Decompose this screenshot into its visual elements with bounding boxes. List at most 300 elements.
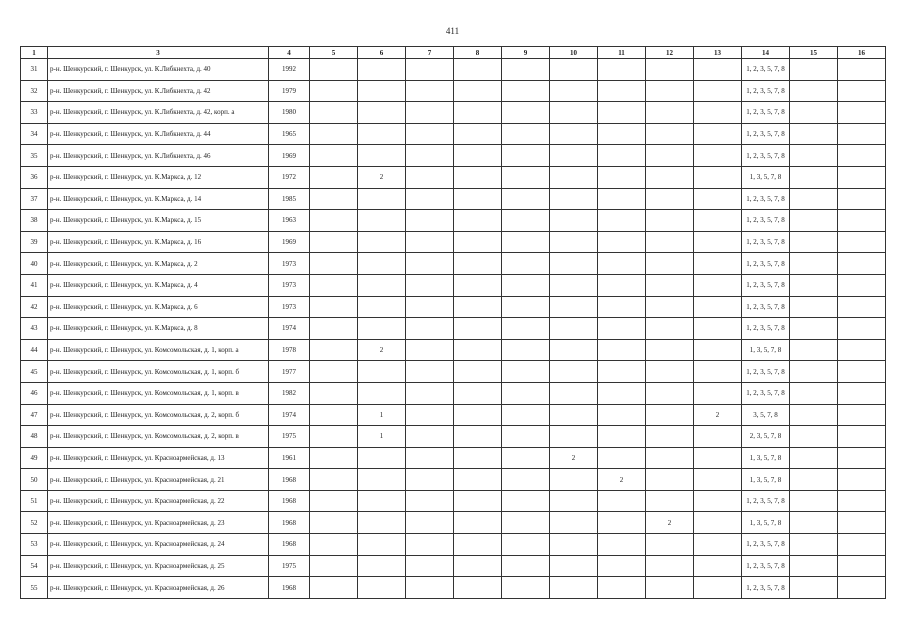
col9-cell <box>502 447 550 469</box>
col14-cell: 1, 3, 5, 7, 8 <box>742 469 790 491</box>
col8-cell <box>454 145 502 167</box>
col6-cell <box>358 469 406 491</box>
col9-cell <box>502 426 550 448</box>
col11-cell <box>598 274 646 296</box>
col16-cell <box>838 555 886 577</box>
col8-cell <box>454 210 502 232</box>
col16-cell <box>838 382 886 404</box>
col7-cell <box>406 210 454 232</box>
year-cell: 1972 <box>269 166 310 188</box>
col6-cell <box>358 59 406 81</box>
col11-cell <box>598 296 646 318</box>
col5-cell <box>310 577 358 599</box>
col14-cell: 1, 2, 3, 5, 7, 8 <box>742 577 790 599</box>
col11-cell <box>598 577 646 599</box>
col6-cell <box>358 361 406 383</box>
column-header: 5 <box>310 47 358 59</box>
col10-cell: 2 <box>550 447 598 469</box>
col13-cell <box>694 253 742 275</box>
column-header: 9 <box>502 47 550 59</box>
col10-cell <box>550 426 598 448</box>
table-row <box>21 253 886 275</box>
col14-cell: 2, 3, 5, 7, 8 <box>742 426 790 448</box>
address-cell: р-н. Шенкурский, г. Шенкурск, ул. Красноармейская, д. 26 <box>48 577 269 599</box>
col15-cell <box>790 534 838 556</box>
col15-cell <box>790 339 838 361</box>
year-cell: 1978 <box>269 339 310 361</box>
col7-cell <box>406 426 454 448</box>
table-row <box>21 102 886 124</box>
col16-cell <box>838 296 886 318</box>
col16-cell <box>838 490 886 512</box>
col15-cell <box>790 382 838 404</box>
address-cell: р-н. Шенкурский, г. Шенкурск, ул. К.Маркса, д. 12 <box>48 166 269 188</box>
col6-cell <box>358 253 406 275</box>
col15-cell <box>790 577 838 599</box>
col11-cell <box>598 102 646 124</box>
col16-cell <box>838 253 886 275</box>
address-cell: р-н. Шенкурский, г. Шенкурск, ул. Красноармейская, д. 13 <box>48 447 269 469</box>
col15-cell <box>790 145 838 167</box>
col13-cell <box>694 512 742 534</box>
column-header: 10 <box>550 47 598 59</box>
col7-cell <box>406 188 454 210</box>
year-cell: 1973 <box>269 296 310 318</box>
col12-cell <box>646 361 694 383</box>
col7-cell <box>406 59 454 81</box>
year-cell: 1968 <box>269 469 310 491</box>
year-cell: 1973 <box>269 253 310 275</box>
table-row <box>21 447 886 469</box>
col6-cell <box>358 80 406 102</box>
row-number-cell: 35 <box>21 145 48 167</box>
col13-cell <box>694 296 742 318</box>
row-number-cell: 49 <box>21 447 48 469</box>
col8-cell <box>454 59 502 81</box>
col12-cell <box>646 339 694 361</box>
column-header: 1 <box>21 47 48 59</box>
year-cell: 1975 <box>269 555 310 577</box>
col5-cell <box>310 145 358 167</box>
col11-cell <box>598 123 646 145</box>
col7-cell <box>406 339 454 361</box>
col14-cell: 1, 2, 3, 5, 7, 8 <box>742 274 790 296</box>
row-number-cell: 46 <box>21 382 48 404</box>
col15-cell <box>790 404 838 426</box>
row-number-cell: 44 <box>21 339 48 361</box>
col14-cell: 1, 2, 3, 5, 7, 8 <box>742 145 790 167</box>
table-row <box>21 361 886 383</box>
table-row <box>21 469 886 491</box>
col9-cell <box>502 534 550 556</box>
column-header: 11 <box>598 47 646 59</box>
col5-cell <box>310 426 358 448</box>
col15-cell <box>790 231 838 253</box>
col14-cell: 1, 2, 3, 5, 7, 8 <box>742 123 790 145</box>
table-row <box>21 318 886 340</box>
col8-cell <box>454 447 502 469</box>
row-number-cell: 32 <box>21 80 48 102</box>
col10-cell <box>550 166 598 188</box>
col12-cell <box>646 210 694 232</box>
column-header: 8 <box>454 47 502 59</box>
col8-cell <box>454 469 502 491</box>
col8-cell <box>454 534 502 556</box>
col16-cell <box>838 426 886 448</box>
column-header: 7 <box>406 47 454 59</box>
col7-cell <box>406 469 454 491</box>
col8-cell <box>454 123 502 145</box>
col12-cell <box>646 404 694 426</box>
year-cell: 1974 <box>269 318 310 340</box>
col13-cell <box>694 80 742 102</box>
year-cell: 1979 <box>269 80 310 102</box>
col10-cell <box>550 274 598 296</box>
housing-register-table <box>20 46 886 599</box>
col13-cell <box>694 123 742 145</box>
table-row <box>21 188 886 210</box>
col6-cell: 1 <box>358 426 406 448</box>
col12-cell <box>646 447 694 469</box>
col15-cell <box>790 512 838 534</box>
col7-cell <box>406 490 454 512</box>
col11-cell <box>598 490 646 512</box>
year-cell: 1968 <box>269 512 310 534</box>
column-header: 16 <box>838 47 886 59</box>
table-row <box>21 274 886 296</box>
col8-cell <box>454 512 502 534</box>
table-row <box>21 80 886 102</box>
row-number-cell: 43 <box>21 318 48 340</box>
year-cell: 1974 <box>269 404 310 426</box>
address-cell: р-н. Шенкурский, г. Шенкурск, ул. Комсомольская, д. 2, корп. в <box>48 426 269 448</box>
col6-cell: 2 <box>358 339 406 361</box>
col15-cell <box>790 102 838 124</box>
col11-cell <box>598 210 646 232</box>
col13-cell <box>694 145 742 167</box>
header-row <box>21 47 886 59</box>
col15-cell <box>790 555 838 577</box>
col15-cell <box>790 469 838 491</box>
col7-cell <box>406 102 454 124</box>
column-header: 12 <box>646 47 694 59</box>
col14-cell: 1, 3, 5, 7, 8 <box>742 512 790 534</box>
col11-cell <box>598 534 646 556</box>
col10-cell <box>550 296 598 318</box>
col9-cell <box>502 555 550 577</box>
col16-cell <box>838 145 886 167</box>
col8-cell <box>454 577 502 599</box>
col16-cell <box>838 404 886 426</box>
col5-cell <box>310 296 358 318</box>
col13-cell <box>694 210 742 232</box>
col14-cell: 1, 2, 3, 5, 7, 8 <box>742 490 790 512</box>
col12-cell <box>646 59 694 81</box>
col5-cell <box>310 188 358 210</box>
year-cell: 1965 <box>269 123 310 145</box>
col14-cell: 1, 3, 5, 7, 8 <box>742 166 790 188</box>
year-cell: 1977 <box>269 361 310 383</box>
col16-cell <box>838 102 886 124</box>
col9-cell <box>502 253 550 275</box>
col8-cell <box>454 166 502 188</box>
col13-cell <box>694 426 742 448</box>
col10-cell <box>550 469 598 491</box>
col11-cell <box>598 145 646 167</box>
row-number-cell: 50 <box>21 469 48 491</box>
col12-cell <box>646 253 694 275</box>
col15-cell <box>790 274 838 296</box>
row-number-cell: 41 <box>21 274 48 296</box>
col13-cell <box>694 447 742 469</box>
col8-cell <box>454 231 502 253</box>
table-row <box>21 231 886 253</box>
col6-cell <box>358 490 406 512</box>
col6-cell <box>358 274 406 296</box>
address-cell: р-н. Шенкурский, г. Шенкурск, ул. К.Либкнехта, д. 44 <box>48 123 269 145</box>
year-cell: 1968 <box>269 490 310 512</box>
col5-cell <box>310 555 358 577</box>
col9-cell <box>502 188 550 210</box>
col12-cell <box>646 166 694 188</box>
address-cell: р-н. Шенкурский, г. Шенкурск, ул. Красноармейская, д. 22 <box>48 490 269 512</box>
column-header: 3 <box>48 47 269 59</box>
col5-cell <box>310 318 358 340</box>
col5-cell <box>310 102 358 124</box>
row-number-cell: 39 <box>21 231 48 253</box>
year-cell: 1982 <box>269 382 310 404</box>
col14-cell: 1, 2, 3, 5, 7, 8 <box>742 382 790 404</box>
column-header: 6 <box>358 47 406 59</box>
address-cell: р-н. Шенкурский, г. Шенкурск, ул. Комсомольская, д. 1, корп. а <box>48 339 269 361</box>
col16-cell <box>838 123 886 145</box>
col14-cell: 1, 2, 3, 5, 7, 8 <box>742 80 790 102</box>
col10-cell <box>550 534 598 556</box>
col13-cell <box>694 382 742 404</box>
col8-cell <box>454 426 502 448</box>
col11-cell <box>598 426 646 448</box>
col7-cell <box>406 512 454 534</box>
col7-cell <box>406 296 454 318</box>
col14-cell: 1, 3, 5, 7, 8 <box>742 339 790 361</box>
col6-cell <box>358 296 406 318</box>
col16-cell <box>838 534 886 556</box>
col11-cell <box>598 80 646 102</box>
col9-cell <box>502 59 550 81</box>
row-number-cell: 36 <box>21 166 48 188</box>
col9-cell <box>502 296 550 318</box>
col5-cell <box>310 253 358 275</box>
col7-cell <box>406 447 454 469</box>
col11-cell <box>598 318 646 340</box>
row-number-cell: 40 <box>21 253 48 275</box>
col16-cell <box>838 512 886 534</box>
table-row <box>21 426 886 448</box>
col14-cell: 1, 2, 3, 5, 7, 8 <box>742 253 790 275</box>
year-cell: 1975 <box>269 426 310 448</box>
col11-cell <box>598 512 646 534</box>
col15-cell <box>790 166 838 188</box>
col12-cell: 2 <box>646 512 694 534</box>
col5-cell <box>310 59 358 81</box>
col13-cell <box>694 231 742 253</box>
table-row <box>21 166 886 188</box>
col10-cell <box>550 339 598 361</box>
col11-cell <box>598 59 646 81</box>
col14-cell: 1, 2, 3, 5, 7, 8 <box>742 210 790 232</box>
table-row <box>21 534 886 556</box>
col5-cell <box>310 80 358 102</box>
col12-cell <box>646 102 694 124</box>
col5-cell <box>310 490 358 512</box>
col15-cell <box>790 426 838 448</box>
column-header: 4 <box>269 47 310 59</box>
year-cell: 1992 <box>269 59 310 81</box>
col5-cell <box>310 123 358 145</box>
col6-cell <box>358 102 406 124</box>
address-cell: р-н. Шенкурский, г. Шенкурск, ул. Комсомольская, д. 2, корп. б <box>48 404 269 426</box>
col5-cell <box>310 512 358 534</box>
table-row <box>21 145 886 167</box>
col5-cell <box>310 534 358 556</box>
col10-cell <box>550 188 598 210</box>
col16-cell <box>838 447 886 469</box>
col13-cell <box>694 534 742 556</box>
col13-cell <box>694 555 742 577</box>
col15-cell <box>790 253 838 275</box>
col8-cell <box>454 80 502 102</box>
address-cell: р-н. Шенкурский, г. Шенкурск, ул. К.Либкнехта, д. 42, корп. а <box>48 102 269 124</box>
col11-cell <box>598 339 646 361</box>
row-number-cell: 55 <box>21 577 48 599</box>
col6-cell <box>358 231 406 253</box>
address-cell: р-н. Шенкурский, г. Шенкурск, ул. К.Маркса, д. 6 <box>48 296 269 318</box>
address-cell: р-н. Шенкурский, г. Шенкурск, ул. Красноармейская, д. 23 <box>48 512 269 534</box>
col9-cell <box>502 339 550 361</box>
col8-cell <box>454 361 502 383</box>
col10-cell <box>550 382 598 404</box>
col12-cell <box>646 382 694 404</box>
col7-cell <box>406 404 454 426</box>
col5-cell <box>310 404 358 426</box>
year-cell: 1969 <box>269 145 310 167</box>
col9-cell <box>502 382 550 404</box>
col10-cell <box>550 59 598 81</box>
col6-cell <box>358 447 406 469</box>
table-row <box>21 59 886 81</box>
col7-cell <box>406 274 454 296</box>
col15-cell <box>790 447 838 469</box>
col6-cell <box>358 555 406 577</box>
col7-cell <box>406 166 454 188</box>
col10-cell <box>550 577 598 599</box>
col9-cell <box>502 361 550 383</box>
col16-cell <box>838 577 886 599</box>
address-cell: р-н. Шенкурский, г. Шенкурск, ул. К.Маркса, д. 14 <box>48 188 269 210</box>
col6-cell <box>358 318 406 340</box>
col6-cell <box>358 534 406 556</box>
col9-cell <box>502 490 550 512</box>
col15-cell <box>790 318 838 340</box>
col13-cell <box>694 469 742 491</box>
col11-cell <box>598 231 646 253</box>
col12-cell <box>646 490 694 512</box>
row-number-cell: 54 <box>21 555 48 577</box>
row-number-cell: 53 <box>21 534 48 556</box>
col7-cell <box>406 145 454 167</box>
col11-cell <box>598 555 646 577</box>
col11-cell <box>598 253 646 275</box>
col10-cell <box>550 555 598 577</box>
col16-cell <box>838 469 886 491</box>
col10-cell <box>550 145 598 167</box>
col6-cell: 2 <box>358 166 406 188</box>
table-row <box>21 512 886 534</box>
col11-cell <box>598 166 646 188</box>
col5-cell <box>310 166 358 188</box>
col16-cell <box>838 339 886 361</box>
year-cell: 1961 <box>269 447 310 469</box>
address-cell: р-н. Шенкурский, г. Шенкурск, ул. К.Маркса, д. 2 <box>48 253 269 275</box>
col5-cell <box>310 231 358 253</box>
col8-cell <box>454 274 502 296</box>
col16-cell <box>838 59 886 81</box>
col13-cell <box>694 339 742 361</box>
col8-cell <box>454 102 502 124</box>
col13-cell <box>694 490 742 512</box>
col12-cell <box>646 123 694 145</box>
col12-cell <box>646 274 694 296</box>
col14-cell: 1, 2, 3, 5, 7, 8 <box>742 188 790 210</box>
row-number-cell: 51 <box>21 490 48 512</box>
col7-cell <box>406 318 454 340</box>
year-cell: 1985 <box>269 188 310 210</box>
col13-cell <box>694 274 742 296</box>
col14-cell: 1, 2, 3, 5, 7, 8 <box>742 361 790 383</box>
col16-cell <box>838 166 886 188</box>
col9-cell <box>502 318 550 340</box>
col7-cell <box>406 534 454 556</box>
col9-cell <box>502 102 550 124</box>
row-number-cell: 38 <box>21 210 48 232</box>
col10-cell <box>550 210 598 232</box>
address-cell: р-н. Шенкурский, г. Шенкурск, ул. К.Либкнехта, д. 40 <box>48 59 269 81</box>
col13-cell <box>694 166 742 188</box>
col10-cell <box>550 361 598 383</box>
address-cell: р-н. Шенкурский, г. Шенкурск, ул. К.Маркса, д. 15 <box>48 210 269 232</box>
col8-cell <box>454 188 502 210</box>
year-cell: 1980 <box>269 102 310 124</box>
col13-cell <box>694 188 742 210</box>
col15-cell <box>790 59 838 81</box>
col5-cell <box>310 382 358 404</box>
col16-cell <box>838 361 886 383</box>
col15-cell <box>790 188 838 210</box>
col9-cell <box>502 145 550 167</box>
table-row <box>21 382 886 404</box>
table-row <box>21 555 886 577</box>
row-number-cell: 48 <box>21 426 48 448</box>
col11-cell <box>598 404 646 426</box>
col15-cell <box>790 490 838 512</box>
col10-cell <box>550 80 598 102</box>
col7-cell <box>406 231 454 253</box>
col11-cell <box>598 382 646 404</box>
col15-cell <box>790 296 838 318</box>
col11-cell <box>598 361 646 383</box>
col12-cell <box>646 469 694 491</box>
table-row <box>21 404 886 426</box>
